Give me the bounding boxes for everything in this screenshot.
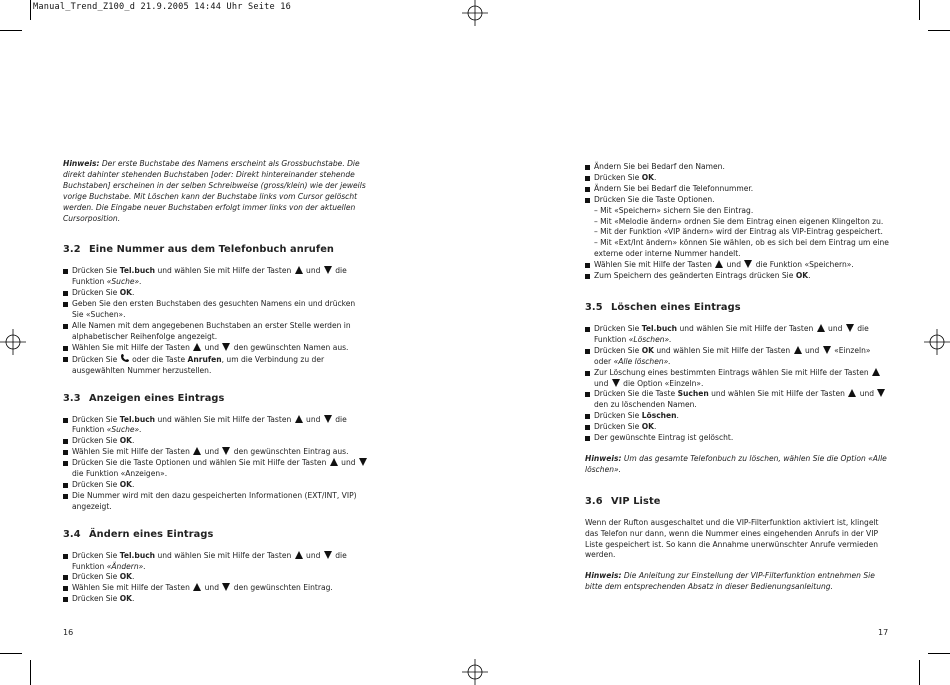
body-paragraph: Wenn der Rufton ausgeschaltet und die VIP-Filterfunktion aktiviert ist, klingelt das Telefon nur dann, wenn die Nummer eines eingehenden Anrufs in der VIP Liste gespeichert ist. So kann die Annahme unerwünschter Anrufe vermieden werden. <box>585 517 879 560</box>
registration-mark-icon <box>924 329 950 355</box>
list-item: Drücken Sie Löschen. <box>585 411 890 422</box>
list-item: Alle Namen mit dem angegebenen Buchstaben an erster Stelle werden in alphabetischer Reihenfolge angezeigt. <box>63 321 368 343</box>
list-item: Drücken Sie OK. <box>585 422 890 433</box>
steps-list <box>63 266 368 376</box>
list-item: Drücken Sie OK. <box>585 173 890 184</box>
arrow-up-icon <box>295 266 303 274</box>
list-item: Zur Löschung eines bestimmten Eintrags wählen Sie mit Hilfe der Tasten und die Option «Einzeln». <box>585 368 890 390</box>
list-item: Drücken Sie die Taste Suchen und wählen Sie mit Hilfe der Tasten und den zu löschenden Namen. <box>585 389 890 411</box>
list-item: Ändern Sie bei Bedarf die Telefonnummer. <box>585 184 890 195</box>
list-item: Zum Speichern des geänderten Eintrags drücken Sie OK. <box>585 271 890 282</box>
arrow-down-icon <box>877 389 885 397</box>
hint-note: Hinweis: Um das gesamte Telefonbuch zu löschen, wählen Sie die Option «Alle löschen». <box>585 453 887 474</box>
arrow-up-icon <box>193 343 201 351</box>
crop-mark <box>919 0 920 20</box>
list-subitem: – Mit der Funktion «VIP ändern» wird der Eintrag als VIP-Eintrag gespeichert. <box>594 227 883 237</box>
arrow-up-icon <box>848 389 856 397</box>
arrow-down-icon <box>324 415 332 423</box>
hint-note: Hinweis: Der erste Buchstabe des Namens erscheint als Grossbuchstabe. Die direkt dahinter stehenden Buchstaben [oder: Direkt hintereinander stehende Buchstaben] erscheinen in der selben Schreibweise (gross/klein) wie der jeweils vorige Buchstabe. Mit Löschen kann der Buchstabe links vom Cursor gelöscht werden. Die Eingabe neuer Buchstaben erfolgt immer links von der aktuellen Cursorposition. <box>63 159 366 223</box>
registration-mark-icon <box>462 0 488 26</box>
list-item: Drücken Sie Tel.buch und wählen Sie mit Hilfe der Tasten und die Funktion «Suche». <box>63 266 368 288</box>
list-item: Wählen Sie mit Hilfe der Tasten und die Funktion «Speichern». <box>585 260 890 271</box>
list-subitem: – Mit «Speichern» sichern Sie den Eintrag. <box>594 205 754 215</box>
arrow-up-icon <box>295 551 303 559</box>
arrow-down-icon <box>324 266 332 274</box>
list-item: Drücken Sie oder die Taste Anrufen, um die Verbindung zu der ausgewählten Nummer herzustellen. <box>63 354 368 377</box>
crop-mark <box>30 0 31 20</box>
phone-handset-icon <box>120 354 130 363</box>
list-item: Drücken Sie die Taste Optionen. <box>585 195 890 206</box>
hint-note: Hinweis: Die Anleitung zur Einstellung der VIP-Filterfunktion entnehmen Sie bitte dem entsprechenden Absatz in dieser Bedienungsanleitung. <box>585 571 875 592</box>
section-heading-3-2: 3.2 Eine Nummer aus dem Telefonbuch anrufen <box>63 244 335 256</box>
arrow-up-icon <box>715 260 723 268</box>
arrow-down-icon <box>222 583 230 591</box>
print-slug: Manual_Trend_Z100_d 21.9.2005 14:44 Uhr Seite 16 <box>33 2 291 12</box>
page-number: 17 <box>878 628 889 637</box>
registration-mark-icon <box>462 659 488 685</box>
list-item: Drücken Sie Tel.buch und wählen Sie mit Hilfe der Tasten und die Funktion «Löschen». <box>585 324 890 346</box>
arrow-up-icon <box>295 415 303 423</box>
list-subitem: – Mit «Melodie ändern» ordnen Sie dem Eintrag einen eigenen Klingelton zu. <box>594 216 884 226</box>
section-heading-3-5: 3.5 Löschen eines Eintrags <box>585 301 741 313</box>
steps-list <box>63 415 368 513</box>
arrow-up-icon <box>794 346 802 354</box>
left-page-column <box>63 159 368 621</box>
steps-list <box>63 551 368 606</box>
arrow-up-icon <box>872 368 880 376</box>
section-heading-3-6: 3.6 VIP Liste <box>585 495 661 507</box>
crop-mark <box>919 660 920 685</box>
arrow-up-icon <box>193 583 201 591</box>
arrow-up-icon <box>330 458 338 466</box>
section-heading-3-4: 3.4 Ändern eines Eintrags <box>63 528 214 540</box>
list-item: Drücken Sie OK und wählen Sie mit Hilfe der Tasten und «Einzeln» oder «Alle löschen». <box>585 346 890 368</box>
list-item: Drücken Sie Tel.buch und wählen Sie mit Hilfe der Tasten und die Funktion «Ändern». <box>63 551 368 573</box>
arrow-down-icon <box>324 551 332 559</box>
arrow-down-icon <box>359 458 367 466</box>
crop-mark <box>0 653 22 654</box>
section-heading-3-3: 3.3 Anzeigen eines Eintrags <box>63 392 225 404</box>
list-item: Die Nummer wird mit den dazu gespeicherten Informationen (EXT/INT, VIP) angezeigt. <box>63 491 368 513</box>
arrow-down-icon <box>744 260 752 268</box>
arrow-down-icon <box>612 379 620 387</box>
list-item: Drücken Sie OK. <box>63 594 368 605</box>
arrow-up-icon <box>817 324 825 332</box>
arrow-up-icon <box>193 447 201 455</box>
arrow-down-icon <box>846 324 854 332</box>
list-item: Drücken Sie OK. <box>63 480 368 491</box>
page-number: 16 <box>63 628 74 637</box>
crop-mark <box>0 30 22 31</box>
list-subitem: – Mit «Ext/Int ändern» können Sie wählen, ob es sich bei dem Eintrag um eine externe oder interne Nummer handelt. <box>594 238 889 259</box>
crop-mark <box>30 660 31 685</box>
list-item: Wählen Sie mit Hilfe der Tasten und den gewünschten Eintrag. <box>63 583 368 594</box>
list-item: Drücken Sie OK. <box>63 288 368 299</box>
crop-mark <box>928 653 950 654</box>
arrow-down-icon <box>222 447 230 455</box>
list-item: Wählen Sie mit Hilfe der Tasten und den gewünschten Eintrag aus. <box>63 447 368 458</box>
steps-list <box>585 324 890 444</box>
list-item: Drücken Sie OK. <box>63 572 368 583</box>
list-item: Drücken Sie die Taste Optionen und wählen Sie mit Hilfe der Tasten und die Funktion «Anzeigen». <box>63 458 368 480</box>
steps-list <box>585 162 890 282</box>
crop-mark <box>928 30 950 31</box>
list-item: Wählen Sie mit Hilfe der Tasten und den gewünschten Namen aus. <box>63 343 368 354</box>
arrow-down-icon <box>222 343 230 351</box>
right-page-column <box>585 162 890 613</box>
registration-mark-icon <box>0 329 26 355</box>
list-item: Drücken Sie Tel.buch und wählen Sie mit Hilfe der Tasten und die Funktion «Suche». <box>63 415 368 437</box>
list-item: Der gewünschte Eintrag ist gelöscht. <box>585 433 890 444</box>
list-item: Ändern Sie bei Bedarf den Namen. <box>585 162 890 173</box>
arrow-down-icon <box>823 346 831 354</box>
list-item: Geben Sie den ersten Buchstaben des gesuchten Namens ein und drücken Sie «Suchen». <box>63 299 368 321</box>
list-item: Drücken Sie OK. <box>63 436 368 447</box>
